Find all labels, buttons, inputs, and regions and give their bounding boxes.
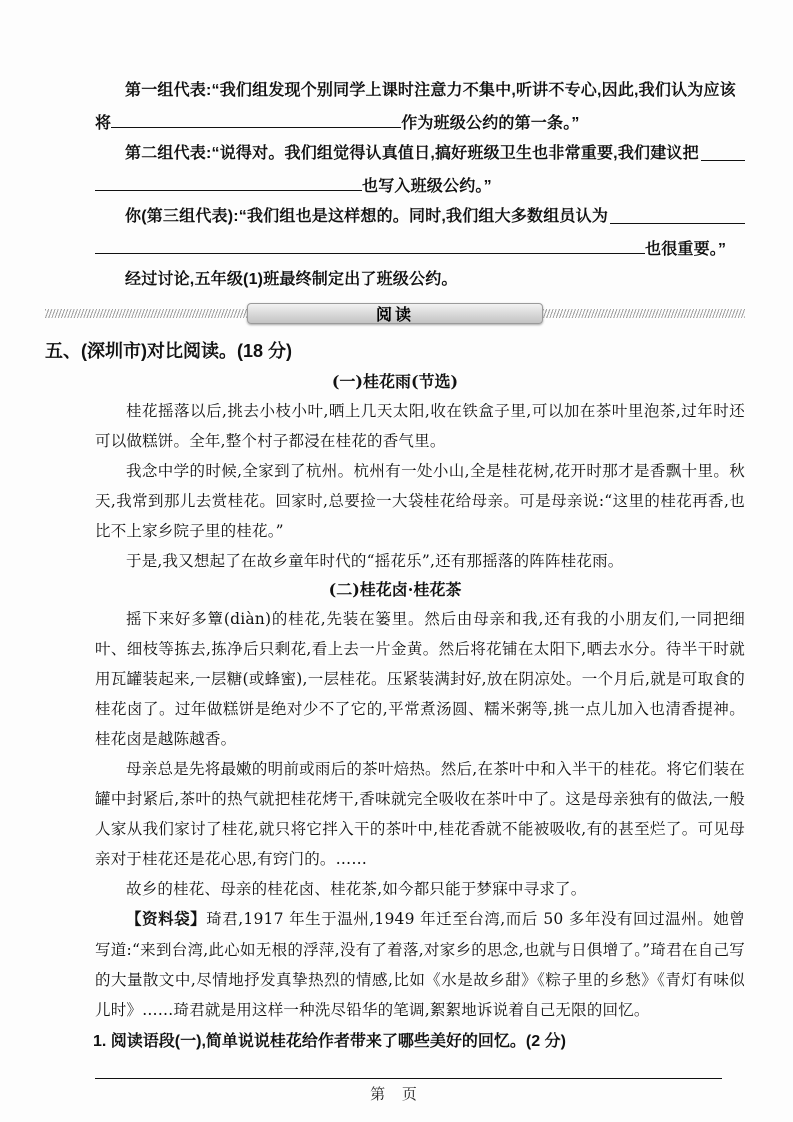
dialogue-line-6-post: 也很重要。” [645,241,727,258]
dialogue-line-7: 经过讨论,五年级(1)班最终制定出了班级公约。 [125,271,458,288]
info-bag-text: 琦君,1917 年生于温州,1949 年迁至台湾,而后 50 多年没有回过温州。她曾写道:“来到台湾,此心如无根的浮萍,没有了着落,对家乡的思念,也就与日俱增了。”琦君在自己写的大量散文中,尽情地抒发真挚热烈的情感,比如《水是故乡甜》《粽子里的乡愁》《青灯有味似儿时》……琦君就是用这样一种洗尽铅华的笔调,絮絮地诉说着自己无限的回忆。 [95,910,745,1019]
class-rules-discussion [95,76,745,295]
dialogue-line-5 [95,202,745,232]
dialogue-line-2-post: 作为班级公约的第一条。” [401,115,580,132]
fill-in-blank-1[interactable] [111,106,401,128]
passage-two-paragraph-2: 母亲总是先将最嫩的明前或雨后的茶叶焙热。然后,在茶叶中和入半干的桂花。将它们装在罐中封紧后,茶叶的热气就把桂花烤干,香味就完全吸收在茶叶中了。这是母亲独有的做法,一般人家从我们家讨了桂花,就只将它拌入干的茶叶中,桂花香就不能被吸收,有的甚至烂了。可见母亲对于桂花还是花心思,有窍门的。…… [95,760,745,868]
dialogue-line-6 [95,232,745,265]
question-1: 1. 阅读语段(一),简单说说桂花给作者带来了哪些美好的回忆。(2 分) [93,1033,566,1050]
dialogue-line-5-text: 你(第三组代表):“我们组也是这样想的。同时,我们组大多数组员认为 [125,208,609,225]
dialogue-line-2-pre: 将 [95,115,112,132]
fill-in-blank-2[interactable] [701,139,745,161]
dialogue-line-3-text: 第二组代表:“说得对。我们组觉得认真值日,搞好班级卫生也非常重要,我们建议把 [125,145,699,162]
reading-section-banner [45,303,745,324]
info-bag-paragraph [95,904,745,1025]
passage-one-paragraph-1: 桂花摇落以后,挑去小枝小叶,晒上几天太阳,收在铁盒子里,可以加在茶叶里泡茶,过年时还可以做糕饼。全年,整个村子都浸在桂花的香气里。 [95,402,745,450]
dialogue-line-4-post: 也写入班级公约。” [362,178,492,195]
question-1-answer-line[interactable] [95,1057,722,1079]
passage-two-title: (二)桂花卤·桂花茶 [328,580,462,599]
fill-in-blank-3[interactable] [610,202,745,224]
passage-one-title: (一)桂花雨(节选) [331,372,459,391]
hatch-right-decoration [543,309,745,318]
reading-banner-pill [247,303,543,324]
passage-one [95,396,745,576]
passage-two [95,604,745,1025]
page-number-footer: 第 页 [370,1085,423,1103]
dialogue-line-4 [95,169,745,202]
fill-in-blank-3-continued[interactable] [95,232,645,254]
section-five-heading: 五、(深圳市)对比阅读。(18 分) [45,341,292,361]
reading-banner-label: 阅读 [375,307,414,324]
hatch-left-decoration [45,309,247,318]
info-bag-label: 【资料袋】 [126,911,207,928]
dialogue-line-3 [95,139,745,169]
passage-two-paragraph-1: 摇下来好多簟(diàn)的桂花,先装在篓里。然后由母亲和我,还有我的小朋友们,一同把细叶、细枝等拣去,拣净后只剩花,看上去一片金黄。然后将花铺在太阳下,晒去水分。待半干时就用瓦罐装起来,一层糖(或蜂蜜),一层桂花。压紧装满封好,放在阴凉处。一个月后,就是可取食的桂花卤了。过年做糕饼是绝对少不了它的,平常煮汤圆、糯米粥等,挑一点儿加入也清香提神。桂花卤是越陈越香。 [95,610,745,748]
dialogue-line-1: 第一组代表:“我们组发现个别同学上课时注意力不集中,听讲不专心,因此,我们认为应该 [125,82,736,99]
passage-one-paragraph-2: 我念中学的时候,全家到了杭州。杭州有一处小山,全是桂花树,花开时那才是香飘十里。秋天,我常到那儿去赏桂花。回家时,总要捡一大袋桂花给母亲。可是母亲说:“这里的桂花再香,也比不上家乡院子里的桂花。” [95,462,745,540]
passage-two-paragraph-3: 故乡的桂花、母亲的桂花卤、桂花茶,如今都只能于梦寐中寻求了。 [126,880,587,898]
dialogue-line-2 [95,106,745,139]
fill-in-blank-2-continued[interactable] [95,169,362,191]
passage-one-paragraph-3: 于是,我又想起了在故乡童年时代的“摇花乐”,还有那摇落的阵阵桂花雨。 [126,552,624,570]
